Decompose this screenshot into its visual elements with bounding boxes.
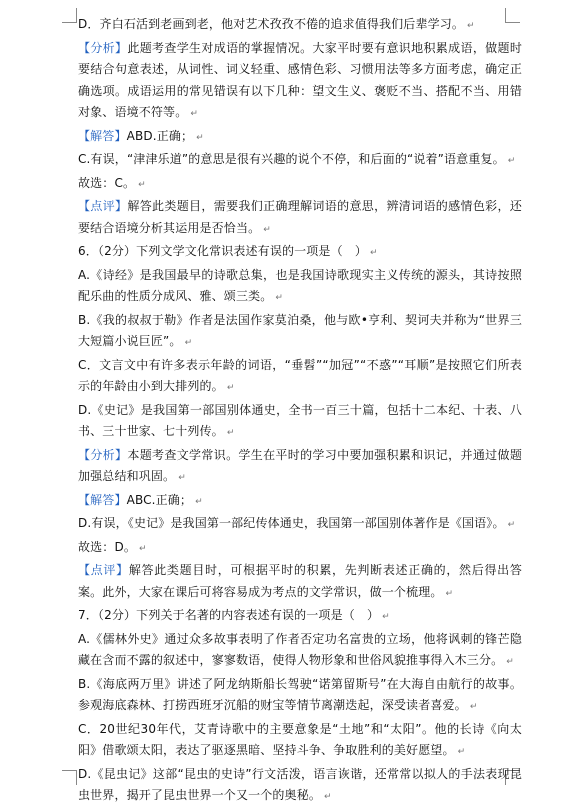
paragraph-mark-icon: ↵ [469,702,478,712]
comment-paragraph: 【点评】解答此类题目，需要我们正确理解词语的意思，辨清词语的感情色彩，还要结合语境分析其运用是否恰当。 ↵ [78,199,522,235]
analysis-tag: 【分析】 [78,40,128,55]
question-7-option-b: B.《海底两万里》讲述了阿龙纳斯船长驾驶“诺第留斯号”在大海自由航行的故事。参观海底森林、打捞西班牙沉船的财宝等情节离潮迭起，深受读者喜爱。 ↵ [78,676,522,712]
paragraph-mark-icon: ↵ [445,588,454,599]
paragraph-mark-icon: ↵ [324,792,332,802]
paragraph-mark-icon: ↵ [196,132,204,143]
option-d-line: D．齐白石活到老画到老，他对艺术孜孜不倦的追求值得我们后辈学习。 ↵ [78,17,475,31]
answer-tag: 【解答】 [78,128,127,143]
question-6-title: 6．（2分）下列文学文化常识表述有误的一项是（ ） ↵ [78,244,378,258]
document-body [78,14,522,809]
paragraph-mark-icon: ↵ [226,428,235,438]
paragraph-mark-icon: ↵ [178,473,186,483]
question-7-title: 7．（2分）下列关于名著的内容表述有误的一项是（ ） ↵ [78,608,390,622]
crop-mark-top-left-icon [62,8,77,23]
analysis-paragraph: 【分析】此题考查学生对成语的掌握情况。大家平时要有意识地积累成语，做题时要结合句意表述，从词性、词义轻重、感情色彩、习惯用法等多方面考虑，确定正确选项。成语运用的常见错误有以下几种：望文生义、褒贬不当、搭配不当、用错对象、语境不符等。 ↵ [78,40,522,119]
answer-paragraph: 【解答】ABC.正确； ↵ [78,492,203,507]
paragraph-mark-icon: ↵ [275,293,284,303]
paragraph-mark-icon: ↵ [184,338,193,348]
crop-mark-bottom-left-icon [62,770,77,785]
question-7-option-a: A.《儒林外史》通过众多故事表明了作者否定功名富贵的立场，他将讽刺的锋芒隐藏在含而不露的叙述中，寥寥数语，使得人物形象和世俗风貌推事得入木三分。 ↵ [78,631,522,667]
comment-tag: 【点评】 [78,563,129,577]
choice-line: 故选：D。 ↵ [78,539,147,554]
paragraph-mark-icon: ↵ [507,520,516,530]
paragraph-mark-icon: ↵ [138,179,146,190]
paragraph-mark-icon: ↵ [139,543,147,554]
question-6-option-c: C．文言文中有许多表示年龄的词语，“垂髫”“加冠”“不惑”“耳顺”是按照它们所表示的年龄由小到大排列的。 ↵ [78,357,522,393]
comment-paragraph: 【点评】解答此类题目时，可根据平时的积累，先判断表述正确的，然后得出答案。此外，大家在课后可将容易成为考点的文学常识，做一个梳理。 ↵ [78,563,522,599]
paragraph-mark-icon: ↵ [506,657,514,667]
paragraph-mark-icon: ↵ [226,383,235,393]
answer-detail-line: C.有误，“津津乐道”的意思是很有兴趣的说个不停，和后面的“说着”语意重复。 ↵ [78,152,516,166]
analysis-paragraph: 【分析】本题考查文学常识。学生在平时的学习中要加强积累和识记，并通过做题加强总结和巩固。 ↵ [78,447,522,483]
paragraph-mark-icon: ↵ [195,496,203,507]
analysis-tag: 【分析】 [78,447,128,462]
question-7-option-c: C．20世纪30年代，艾青诗歌中的主要意象是“土地”和“太阳”。他的长诗《向太阳》借歌颂太阳，表达了驱逐黑暗、坚持斗争、争取胜利的美好愿望。 ↵ [78,721,522,757]
answer-tag: 【解答】 [78,492,127,507]
question-6-option-a: A.《诗经》是我国最早的诗歌总集，也是我国诗歌现实主义传统的源头，其诗按照配乐曲的性质分成风、雅、颂三类。 ↵ [78,267,522,303]
paragraph-mark-icon: ↵ [370,248,378,258]
answer-detail-line: D.有误，《史记》是我国第一部纪传体通史，我国第一部国别体著作是《国语》。 ↵ [78,516,516,530]
choice-line: 故选：C。 ↵ [78,175,146,190]
question-6-option-d: D.《史记》是我国第一部国别体通史，全书一百三十篇，包括十二本纪、十表、八书、三十世家、七十列传。 ↵ [78,402,522,438]
paragraph-mark-icon: ↵ [190,109,199,119]
comment-tag: 【点评】 [78,199,128,213]
answer-paragraph: 【解答】ABD.正确； ↵ [78,128,204,143]
paragraph-mark-icon: ↵ [467,21,475,31]
paragraph-mark-icon: ↵ [263,224,271,235]
question-7-option-d: D.《昆虫记》这部“昆虫的史诗”行文活泼，语言诙谐，还常常以拟人的手法表现昆虫世界，揭开了昆虫世界一个又一个的奥秘。 ↵ [78,766,522,802]
question-6-option-b: B.《我的叔叔于勒》作者是法国作家莫泊桑，他与欧•亨利、契诃夫并称为“世界三大短篇小说巨匠”。 ↵ [78,312,522,348]
paragraph-mark-icon: ↵ [382,612,390,622]
paragraph-mark-icon: ↵ [507,156,516,166]
paragraph-mark-icon: ↵ [457,747,466,757]
